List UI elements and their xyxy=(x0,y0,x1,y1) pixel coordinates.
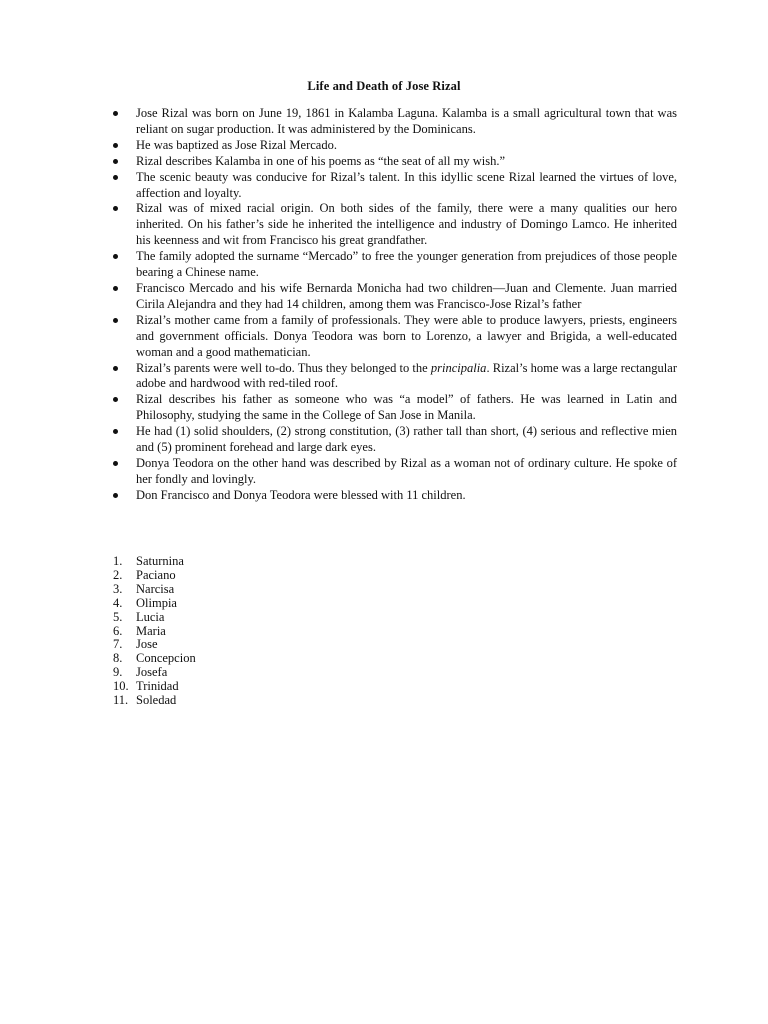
list-item: 6. Maria xyxy=(113,623,166,638)
list-item: 7. Jose xyxy=(113,637,158,652)
facts-bullet-list xyxy=(113,106,677,504)
bullet-item: Rizal’s parents were well to-do. Thus they belonged to the principalia. Rizal’s home was a large rectangular adobe and hardwood with red-tiled roof. xyxy=(113,361,677,393)
bullet-item: Francisco Mercado and his wife Bernarda Monicha had two children—Juan and Clemente. Juan married Cirila Alejandra and they had 14 children, among them was Francisco-Jose Rizal’s father xyxy=(113,281,677,313)
bullet-item: The scenic beauty was conducive for Rizal’s talent. In this idyllic scene Rizal learned the virtues of love, affection and loyalty. xyxy=(113,170,677,202)
bullet-icon xyxy=(113,111,118,116)
children-numbered-list xyxy=(113,555,196,708)
bullet-icon xyxy=(113,429,118,434)
document-title: Life and Death of Jose Rizal xyxy=(307,79,461,93)
bullet-item: Rizal was of mixed racial origin. On both sides of the family, there were a many qualities our hero inherited. On his father’s side he inherited the intelligence and industry of Domingo Lamco. He inherited his keenness and wit from Francisco his great grandfather. xyxy=(113,201,677,249)
bullet-item: Don Francisco and Donya Teodora were blessed with 11 children. xyxy=(113,488,677,504)
bullet-item: The family adopted the surname “Mercado” to free the younger generation from prejudices of those people bearing a Chinese name. xyxy=(113,249,677,281)
bullet-item: Rizal describes his father as someone who was “a model” of fathers. He was learned in Latin and Philosophy, studying the same in the College of San Jose in Manila. xyxy=(113,392,677,424)
list-item: 11. Soledad xyxy=(113,693,177,708)
list-item: 3. Narcisa xyxy=(113,581,175,596)
bullet-icon xyxy=(113,286,118,291)
list-item: 2. Paciano xyxy=(113,567,176,582)
bullet-item: Donya Teodora on the other hand was described by Rizal as a woman not of ordinary culture. He spoke of her fondly and lovingly. xyxy=(113,456,677,488)
bullet-item: Jose Rizal was born on June 19, 1861 in Kalamba Laguna. Kalamba is a small agricultural town that was reliant on sugar production. It was administered by the Dominicans. xyxy=(113,106,677,138)
bullet-icon xyxy=(113,318,118,323)
bullet-icon xyxy=(113,493,118,498)
bullet-item: He had (1) solid shoulders, (2) strong constitution, (3) rather tall than short, (4) serious and reflective mien and (5) prominent forehead and large dark eyes. xyxy=(113,424,677,456)
list-item: 10. Trinidad xyxy=(113,679,179,694)
bullet-icon xyxy=(113,254,118,259)
principalia-term: principalia xyxy=(430,360,487,375)
list-item: 8. Concepcion xyxy=(113,651,196,666)
bullet-icon xyxy=(113,175,118,180)
bullet-icon xyxy=(113,397,118,402)
bullet-icon xyxy=(113,366,118,371)
bullet-item: Rizal describes Kalamba in one of his poems as “the seat of all my wish.” xyxy=(113,154,677,170)
bullet-item: He was baptized as Jose Rizal Mercado. xyxy=(113,138,677,154)
list-item: 5. Lucia xyxy=(113,609,165,624)
list-item: 9. Josefa xyxy=(113,665,168,680)
bullet-icon xyxy=(113,159,118,164)
bullet-icon xyxy=(113,461,118,466)
bullet-icon xyxy=(113,143,118,148)
bullet-item: Rizal’s mother came from a family of professionals. They were able to produce lawyers, priests, engineers and government officials. Donya Teodora was born to Lorenzo, a lawyer and Brigida, a well-educated woman and a good mathematician. xyxy=(113,313,677,361)
bullet-icon xyxy=(113,206,118,211)
list-item: 1. Saturnina xyxy=(113,554,184,568)
list-item: 4. Olimpia xyxy=(113,595,177,610)
